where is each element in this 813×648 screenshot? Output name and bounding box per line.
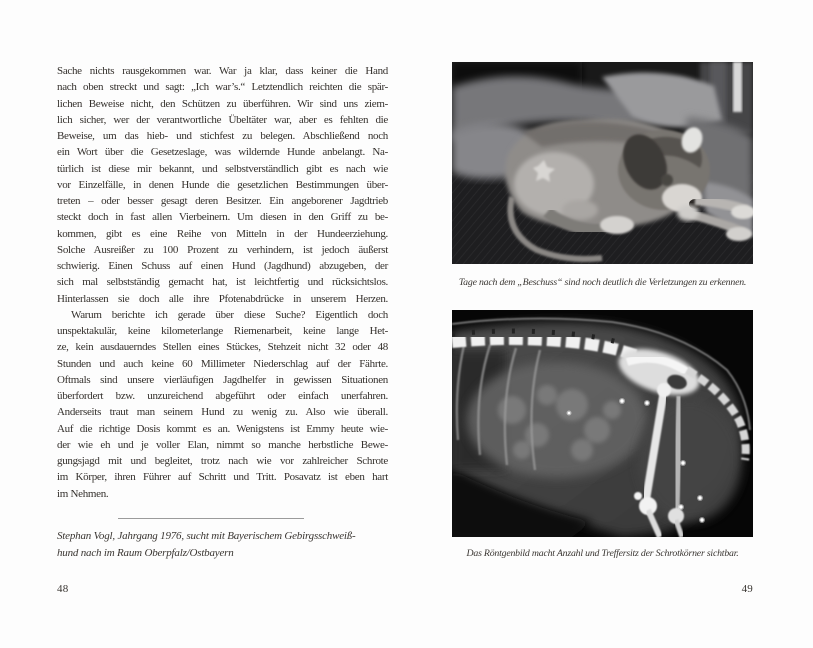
text-line: Hinterlassen sie doch alle ihre Pfotenabdrücke in unserem Herzen.: [57, 292, 388, 305]
author-note: [57, 528, 397, 562]
page-number-left: 48: [57, 583, 69, 595]
photo-caption: Tage nach dem „Beschuss“ sind noch deutlich die Verletzungen zu erkennen.: [458, 277, 747, 288]
text-line: überfordert bzw. unzureichend abgeführt oder einfach unerfahren.: [57, 390, 388, 402]
text-line: Warum berichte ich gerade über diese Suche? Eigentlich doch: [71, 308, 388, 321]
text-line: lich sicher, wer der verantwortliche Übeltäter war, aber es fehlten die: [57, 113, 388, 126]
text-line: Sache nichts rausgekommen war. War ja klar, dass keiner die Hand: [57, 65, 388, 77]
paragraph: [57, 307, 388, 502]
text-line: Stephan Vogl, Jahrgang 1976, sucht mit Bayerischem Gebirgsschweiß-: [57, 530, 356, 542]
xray-image: [452, 310, 753, 537]
paragraph: [57, 63, 388, 307]
text-line: Beweise, um das hieb- und stichfest zu belegen. Abschließend noch: [57, 130, 388, 142]
text-line: türlich ist diese mir bekannt, und selbstverständlich gibt es nach wie: [57, 162, 388, 175]
text-line: unspektakulär, keine kilometerlange Riemenarbeit, keine lange Het-: [57, 325, 388, 337]
text-line: treten – oder besser gesagt deren Besitzer. Ein angeborener Jagdtrieb: [57, 195, 388, 207]
text-line: Auf die richtige Dosis kommt es an. Wenigstens ist Emmy heute wie-: [57, 422, 388, 435]
text-line: gungsjagd mit und begleitet, trotz nach wie vor zahlreicher Schrote: [57, 455, 388, 467]
text-line: sich mal selbstständig gemacht hat, ist leichtfertig und rücksichtslos.: [57, 276, 388, 289]
section-divider: [118, 518, 304, 519]
text-line: Anderseits traut man seinem Hund zu wenig zu. Also wie überall.: [57, 406, 388, 419]
xray-caption: Das Röntgenbild macht Anzahl und Treffersitz der Schrotkörner sichtbar.: [466, 548, 739, 559]
text-line: im Körper, ihren Führer auf Schritt und Tritt. Posavatz ist eben hart: [57, 471, 388, 484]
dog-photo: [452, 62, 753, 264]
body-text: [57, 63, 388, 502]
text-line: Stunden und auch keine 60 Millimeter Niederschlag auf der Fährte.: [57, 357, 388, 370]
text-line: hund nach im Raum Oberpfalz/Ostbayern: [57, 547, 234, 559]
text-line: im Nehmen.: [57, 487, 109, 500]
page-number-right: 49: [741, 583, 753, 595]
text-line: Oftmals sind unsere vierläufigen Jagdhelfer in gewissen Situationen: [57, 373, 388, 386]
text-line: schwierig. Einen Schuss auf einen Hund (Jagdhund) abzugeben, der: [57, 260, 388, 272]
text-line: kommen, gibt es eine Reihe von Mitteln in der Hundeerziehung.: [57, 227, 388, 240]
text-line: ein Wort über die Gesetzeslage, was wildernde Hunde anbelangt. Na-: [57, 146, 388, 159]
text-line: vor Einzelfälle, in denen Hunde die gesetzlichen Bestimmungen über-: [57, 178, 388, 191]
text-line: steckt doch in fast allen Vierbeinern. Um diesen in den Griff zu be-: [57, 211, 388, 224]
text-line: der wie eh und je voller Elan, nimmt so manche herbstliche Bewe-: [57, 438, 388, 451]
text-line: Solche Ausreißer zu 100 Prozent zu verhindern, ist jedoch äußerst: [57, 243, 388, 256]
text-line: lichen Beweise nicht, den Schützen zu überführen. Wir sind uns ziem-: [57, 97, 388, 110]
text-line: ze, kein ausdauerndes Stellen eines Stückes, Stehzeit nicht 32 oder 48: [57, 341, 388, 354]
text-line: nach oben streckt und sagt: „Ich war’s.“ Letztendlich reichten die spär-: [57, 81, 388, 94]
